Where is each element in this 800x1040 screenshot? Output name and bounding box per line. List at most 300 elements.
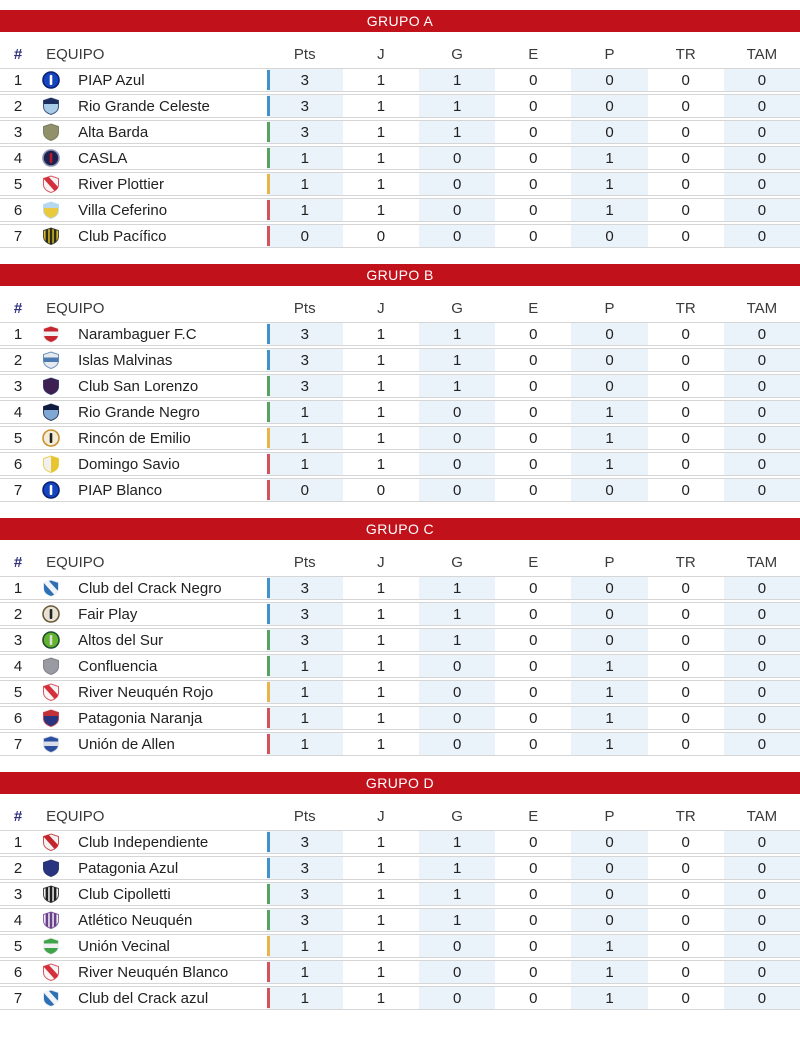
table-row	[0, 172, 800, 196]
row-position: 3	[0, 374, 36, 398]
stat-cell-g: 1	[419, 830, 495, 854]
stat-cell-e: 0	[495, 478, 571, 502]
team-badge-icon	[36, 960, 66, 984]
stat-cell-pts: 1	[267, 960, 343, 984]
stat-cell-tam: 0	[724, 348, 800, 372]
stat-cell-p: 0	[571, 120, 647, 144]
stat-cell-p: 1	[571, 680, 647, 704]
stat-cell-tr: 0	[648, 348, 724, 372]
team-name: Club del Crack Negro	[66, 576, 267, 600]
stat-cell-tam: 0	[724, 934, 800, 958]
stat-cell-pts: 3	[267, 628, 343, 652]
team-badge-icon	[36, 934, 66, 958]
stat-cell-tr: 0	[648, 146, 724, 170]
stat-cell-e: 0	[495, 374, 571, 398]
team-name: Domingo Savio	[66, 452, 267, 476]
row-position: 5	[0, 934, 36, 958]
stat-cell-g: 0	[419, 224, 495, 248]
column-header-pts: Pts	[293, 45, 316, 63]
column-header-pos: #	[13, 299, 23, 317]
team-badge-icon	[36, 628, 66, 652]
column-header-team: EQUIPO	[46, 553, 105, 571]
table-row	[0, 602, 800, 626]
stat-cell-j: 1	[343, 68, 419, 92]
stat-cell-j: 1	[343, 576, 419, 600]
row-position: 7	[0, 478, 36, 502]
stat-cell-pts: 3	[267, 576, 343, 600]
team-badge-icon	[36, 882, 66, 906]
stat-cell-j: 1	[343, 706, 419, 730]
team-name: River Neuquén Rojo	[66, 680, 267, 704]
team-name: Narambaguer F.C	[66, 322, 267, 346]
stat-cell-g: 1	[419, 374, 495, 398]
stat-cell-tr: 0	[648, 602, 724, 626]
stat-cell-tr: 0	[648, 908, 724, 932]
column-header-pos: #	[13, 807, 23, 825]
stat-cell-j: 1	[343, 960, 419, 984]
stat-cell-g: 0	[419, 146, 495, 170]
table-row	[0, 882, 800, 906]
stat-cell-tam: 0	[724, 374, 800, 398]
stat-cell-p: 0	[571, 576, 647, 600]
stat-cell-e: 0	[495, 830, 571, 854]
qualification-bar	[267, 962, 270, 982]
stat-cell-tr: 0	[648, 934, 724, 958]
stat-cell-g: 1	[419, 348, 495, 372]
stat-cell-e: 0	[495, 224, 571, 248]
stat-cell-p: 1	[571, 426, 647, 450]
stat-cell-tam: 0	[724, 882, 800, 906]
qualification-bar	[267, 858, 270, 878]
stat-cell-e: 0	[495, 602, 571, 626]
row-position: 6	[0, 452, 36, 476]
stat-cell-p: 1	[571, 146, 647, 170]
qualification-bar	[267, 936, 270, 956]
stat-cell-g: 0	[419, 732, 495, 756]
stat-cell-e: 0	[495, 986, 571, 1010]
column-header-tam: TAM	[746, 45, 778, 63]
column-header-pos: #	[13, 553, 23, 571]
qualification-bar	[267, 988, 270, 1008]
stat-cell-pts: 1	[267, 654, 343, 678]
row-position: 6	[0, 706, 36, 730]
stat-cell-tr: 0	[648, 120, 724, 144]
column-header-pos: #	[13, 45, 23, 63]
stat-cell-e: 0	[495, 856, 571, 880]
team-badge-icon	[36, 680, 66, 704]
stat-cell-tam: 0	[724, 478, 800, 502]
column-header-tr: TR	[675, 299, 696, 317]
column-header-row	[0, 296, 800, 320]
stat-cell-pts: 3	[267, 908, 343, 932]
stat-cell-tr: 0	[648, 680, 724, 704]
qualification-bar	[267, 402, 270, 422]
team-badge-icon	[36, 374, 66, 398]
group-section-1	[0, 10, 800, 250]
table-row	[0, 856, 800, 880]
column-header-tr: TR	[675, 807, 696, 825]
stat-cell-g: 1	[419, 856, 495, 880]
group-section-4	[0, 772, 800, 1012]
row-position: 1	[0, 830, 36, 854]
stat-cell-tr: 0	[648, 478, 724, 502]
stat-cell-pts: 1	[267, 172, 343, 196]
stat-cell-tr: 0	[648, 654, 724, 678]
stat-cell-p: 1	[571, 654, 647, 678]
stat-cell-pts: 1	[267, 452, 343, 476]
team-name: Altos del Sur	[66, 628, 267, 652]
stat-cell-p: 1	[571, 198, 647, 222]
stat-cell-j: 1	[343, 322, 419, 346]
stat-cell-tr: 0	[648, 986, 724, 1010]
team-badge-icon	[36, 654, 66, 678]
team-badge-icon	[36, 172, 66, 196]
stat-cell-pts: 3	[267, 120, 343, 144]
column-header-e: E	[528, 807, 539, 825]
stat-cell-tam: 0	[724, 856, 800, 880]
stat-cell-p: 1	[571, 986, 647, 1010]
stat-cell-j: 1	[343, 628, 419, 652]
stat-cell-g: 0	[419, 400, 495, 424]
stat-cell-tam: 0	[724, 986, 800, 1010]
row-position: 4	[0, 654, 36, 678]
row-position: 7	[0, 224, 36, 248]
stat-cell-pts: 1	[267, 198, 343, 222]
column-header-pts: Pts	[293, 553, 316, 571]
standings-table	[0, 40, 800, 250]
row-position: 2	[0, 348, 36, 372]
stat-cell-tam: 0	[724, 224, 800, 248]
column-header-team: EQUIPO	[46, 807, 105, 825]
team-name: Club San Lorenzo	[66, 374, 267, 398]
team-name: PIAP Azul	[66, 68, 267, 92]
stat-cell-p: 0	[571, 478, 647, 502]
table-row	[0, 94, 800, 118]
column-header-p: P	[604, 807, 615, 825]
stat-cell-e: 0	[495, 452, 571, 476]
column-header-team: EQUIPO	[46, 45, 105, 63]
table-row	[0, 478, 800, 502]
row-position: 4	[0, 400, 36, 424]
column-header-pts: Pts	[293, 299, 316, 317]
stat-cell-e: 0	[495, 654, 571, 678]
stat-cell-j: 1	[343, 882, 419, 906]
column-header-p: P	[604, 299, 615, 317]
team-name: Fair Play	[66, 602, 267, 626]
team-badge-icon	[36, 602, 66, 626]
team-badge-icon	[36, 68, 66, 92]
stat-cell-pts: 3	[267, 830, 343, 854]
stat-cell-e: 0	[495, 882, 571, 906]
stat-cell-g: 1	[419, 908, 495, 932]
row-position: 6	[0, 198, 36, 222]
stat-cell-p: 0	[571, 68, 647, 92]
stat-cell-j: 1	[343, 400, 419, 424]
stat-cell-g: 0	[419, 198, 495, 222]
qualification-bar	[267, 174, 270, 194]
stat-cell-j: 1	[343, 198, 419, 222]
team-name: Patagonia Naranja	[66, 706, 267, 730]
team-badge-icon	[36, 706, 66, 730]
stat-cell-tr: 0	[648, 68, 724, 92]
team-name: River Neuquén Blanco	[66, 960, 267, 984]
table-row	[0, 348, 800, 372]
team-badge-icon	[36, 576, 66, 600]
stat-cell-j: 0	[343, 224, 419, 248]
row-position: 4	[0, 908, 36, 932]
qualification-bar	[267, 910, 270, 930]
team-name: CASLA	[66, 146, 267, 170]
stat-cell-tam: 0	[724, 680, 800, 704]
stat-cell-tam: 0	[724, 198, 800, 222]
stat-cell-tam: 0	[724, 94, 800, 118]
stat-cell-g: 1	[419, 576, 495, 600]
stat-cell-p: 0	[571, 882, 647, 906]
stat-cell-pts: 3	[267, 882, 343, 906]
team-badge-icon	[36, 830, 66, 854]
stat-cell-tam: 0	[724, 68, 800, 92]
team-badge-icon	[36, 986, 66, 1010]
stat-cell-g: 0	[419, 452, 495, 476]
team-badge-icon	[36, 856, 66, 880]
stat-cell-tam: 0	[724, 628, 800, 652]
stat-cell-tr: 0	[648, 732, 724, 756]
team-badge-icon	[36, 146, 66, 170]
team-badge-icon	[36, 426, 66, 450]
stat-cell-e: 0	[495, 960, 571, 984]
stat-cell-tr: 0	[648, 198, 724, 222]
stat-cell-e: 0	[495, 94, 571, 118]
stat-cell-j: 1	[343, 172, 419, 196]
stat-cell-tr: 0	[648, 960, 724, 984]
stat-cell-pts: 1	[267, 426, 343, 450]
table-row	[0, 628, 800, 652]
stat-cell-pts: 1	[267, 986, 343, 1010]
stat-cell-tr: 0	[648, 94, 724, 118]
qualification-bar	[267, 122, 270, 142]
stat-cell-pts: 3	[267, 348, 343, 372]
qualification-bar	[267, 604, 270, 624]
stat-cell-j: 1	[343, 732, 419, 756]
team-name: Alta Barda	[66, 120, 267, 144]
team-name: Unión de Allen	[66, 732, 267, 756]
stat-cell-tam: 0	[724, 908, 800, 932]
row-position: 2	[0, 602, 36, 626]
team-name: Club del Crack azul	[66, 986, 267, 1010]
stat-cell-p: 1	[571, 452, 647, 476]
table-row	[0, 986, 800, 1010]
team-name: Rincón de Emilio	[66, 426, 267, 450]
team-badge-icon	[36, 94, 66, 118]
team-badge-icon	[36, 198, 66, 222]
column-header-g: G	[451, 807, 463, 825]
stat-cell-e: 0	[495, 426, 571, 450]
qualification-bar	[267, 96, 270, 116]
team-name: Club Independiente	[66, 830, 267, 854]
stat-cell-pts: 1	[267, 146, 343, 170]
stat-cell-pts: 1	[267, 706, 343, 730]
stat-cell-g: 1	[419, 68, 495, 92]
team-name: Rio Grande Negro	[66, 400, 267, 424]
column-header-pts: Pts	[293, 807, 316, 825]
qualification-bar	[267, 708, 270, 728]
stat-cell-j: 1	[343, 426, 419, 450]
qualification-bar	[267, 480, 270, 500]
stat-cell-tr: 0	[648, 400, 724, 424]
stat-cell-tr: 0	[648, 322, 724, 346]
stat-cell-g: 0	[419, 172, 495, 196]
stat-cell-p: 1	[571, 706, 647, 730]
column-header-j: J	[377, 553, 385, 571]
group-section-3	[0, 518, 800, 758]
group-header: GRUPO D	[0, 772, 800, 794]
team-name: Atlético Neuquén	[66, 908, 267, 932]
stat-cell-pts: 3	[267, 602, 343, 626]
team-name: Confluencia	[66, 654, 267, 678]
row-position: 3	[0, 882, 36, 906]
stat-cell-j: 1	[343, 602, 419, 626]
team-name: Villa Ceferino	[66, 198, 267, 222]
stat-cell-pts: 1	[267, 934, 343, 958]
stat-cell-g: 0	[419, 934, 495, 958]
team-badge-icon	[36, 452, 66, 476]
team-badge-icon	[36, 908, 66, 932]
column-header-j: J	[377, 299, 385, 317]
team-badge-icon	[36, 732, 66, 756]
column-header-row	[0, 804, 800, 828]
column-header-tr: TR	[675, 45, 696, 63]
row-position: 2	[0, 856, 36, 880]
stat-cell-p: 0	[571, 830, 647, 854]
column-header-e: E	[528, 553, 539, 571]
stat-cell-j: 1	[343, 348, 419, 372]
stat-cell-g: 0	[419, 986, 495, 1010]
team-name: Club Cipolletti	[66, 882, 267, 906]
stat-cell-pts: 1	[267, 400, 343, 424]
stat-cell-p: 0	[571, 348, 647, 372]
stat-cell-j: 1	[343, 986, 419, 1010]
stat-cell-p: 0	[571, 908, 647, 932]
stat-cell-tr: 0	[648, 628, 724, 652]
column-header-team: EQUIPO	[46, 299, 105, 317]
team-name: River Plottier	[66, 172, 267, 196]
stat-cell-tr: 0	[648, 882, 724, 906]
row-position: 5	[0, 172, 36, 196]
table-row	[0, 68, 800, 92]
column-header-j: J	[377, 45, 385, 63]
stat-cell-g: 0	[419, 654, 495, 678]
stat-cell-e: 0	[495, 908, 571, 932]
team-badge-icon	[36, 322, 66, 346]
stat-cell-tr: 0	[648, 426, 724, 450]
team-badge-icon	[36, 348, 66, 372]
stat-cell-e: 0	[495, 934, 571, 958]
table-row	[0, 576, 800, 600]
stat-cell-tam: 0	[724, 400, 800, 424]
row-position: 5	[0, 680, 36, 704]
stat-cell-pts: 3	[267, 322, 343, 346]
stat-cell-e: 0	[495, 120, 571, 144]
stat-cell-tam: 0	[724, 172, 800, 196]
qualification-bar	[267, 226, 270, 246]
column-header-j: J	[377, 807, 385, 825]
column-header-p: P	[604, 45, 615, 63]
table-row	[0, 400, 800, 424]
column-header-row	[0, 550, 800, 574]
table-row	[0, 680, 800, 704]
qualification-bar	[267, 376, 270, 396]
stat-cell-tr: 0	[648, 856, 724, 880]
stat-cell-e: 0	[495, 628, 571, 652]
stat-cell-g: 1	[419, 882, 495, 906]
stat-cell-e: 0	[495, 348, 571, 372]
stat-cell-tam: 0	[724, 322, 800, 346]
stat-cell-p: 1	[571, 172, 647, 196]
table-row	[0, 732, 800, 756]
stat-cell-j: 1	[343, 452, 419, 476]
stat-cell-g: 1	[419, 120, 495, 144]
row-position: 4	[0, 146, 36, 170]
stat-cell-j: 1	[343, 908, 419, 932]
stat-cell-tam: 0	[724, 452, 800, 476]
team-name: Unión Vecinal	[66, 934, 267, 958]
standings-table	[0, 294, 800, 504]
qualification-bar	[267, 630, 270, 650]
qualification-bar	[267, 682, 270, 702]
stat-cell-p: 1	[571, 960, 647, 984]
table-row	[0, 452, 800, 476]
qualification-bar	[267, 884, 270, 904]
stat-cell-p: 0	[571, 856, 647, 880]
stat-cell-j: 1	[343, 120, 419, 144]
standings-table	[0, 802, 800, 1012]
table-row	[0, 960, 800, 984]
stat-cell-e: 0	[495, 732, 571, 756]
standings-table	[0, 548, 800, 758]
team-badge-icon	[36, 120, 66, 144]
stat-cell-e: 0	[495, 706, 571, 730]
table-row	[0, 374, 800, 398]
stat-cell-p: 1	[571, 732, 647, 756]
stat-cell-tam: 0	[724, 146, 800, 170]
team-name: Club Pacífico	[66, 224, 267, 248]
table-row	[0, 224, 800, 248]
stat-cell-p: 1	[571, 934, 647, 958]
column-header-g: G	[451, 45, 463, 63]
column-header-tam: TAM	[746, 553, 778, 571]
stat-cell-tam: 0	[724, 576, 800, 600]
column-header-tam: TAM	[746, 807, 778, 825]
stat-cell-g: 0	[419, 478, 495, 502]
stat-cell-e: 0	[495, 172, 571, 196]
row-position: 3	[0, 628, 36, 652]
row-position: 1	[0, 576, 36, 600]
stat-cell-g: 0	[419, 426, 495, 450]
qualification-bar	[267, 734, 270, 754]
column-header-tam: TAM	[746, 299, 778, 317]
table-row	[0, 120, 800, 144]
stat-cell-tam: 0	[724, 602, 800, 626]
table-row	[0, 934, 800, 958]
stat-cell-p: 0	[571, 94, 647, 118]
stat-cell-g: 1	[419, 602, 495, 626]
stat-cell-g: 0	[419, 680, 495, 704]
stat-cell-j: 1	[343, 830, 419, 854]
stat-cell-g: 1	[419, 628, 495, 652]
qualification-bar	[267, 324, 270, 344]
row-position: 6	[0, 960, 36, 984]
stat-cell-p: 0	[571, 374, 647, 398]
